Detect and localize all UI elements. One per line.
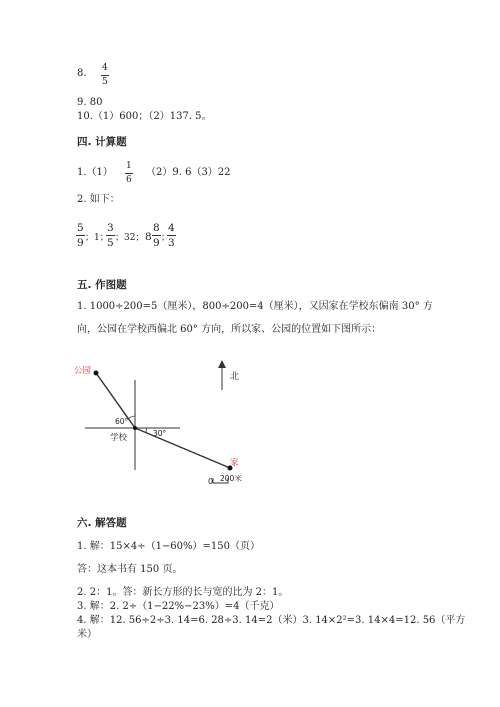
fraction-numerator: 4: [168, 222, 175, 234]
fraction-denominator: 5: [107, 237, 114, 249]
fraction-numerator: 1: [126, 161, 132, 171]
north-label: 北: [230, 372, 240, 382]
fraction-denominator: 9: [153, 237, 160, 249]
section-5-q1-line1: 1. 1000÷200=5（厘米），800÷200=4（厘米），又因家在学校东偏南 30° 方: [77, 301, 433, 312]
q2-item-separator: ；32；: [115, 233, 145, 243]
q2-item-separator: ；: [161, 233, 171, 243]
north-arrow-icon: [218, 360, 226, 368]
section-6-q1-answer: 答：这本书有 150 页。: [77, 564, 183, 575]
angle-60-label: 60°: [115, 417, 129, 426]
fraction-denominator: 9: [77, 237, 84, 249]
angle-60-arc: [128, 416, 135, 419]
scale-label: 200米: [220, 474, 242, 483]
fraction-denominator: 6: [126, 175, 132, 185]
home-label: 家: [230, 458, 239, 468]
answer-8-number: 8.: [77, 68, 87, 79]
scale-zero-label: 0: [208, 477, 214, 486]
answer-10: 10.（1）600；（2）137. 5。: [77, 111, 212, 122]
section-4-q1-suffix: （2）9. 6（3）22: [146, 167, 231, 178]
fraction-denominator: 5: [102, 77, 108, 87]
angle-30-label: 30°: [153, 429, 167, 438]
section-4-q2-label: 2. 如下：: [77, 194, 120, 205]
section-6-q3: 3. 解：2. 2÷（1−22%−23%）=4（千克）: [77, 601, 280, 612]
section-6-q2: 2. 2：1。答：新长方形的长与宽的比为 2：1。: [77, 587, 289, 598]
school-point: [133, 426, 137, 430]
fraction-numerator: 5: [77, 222, 84, 234]
fraction-numerator: 8: [153, 222, 160, 234]
section-5-q1-line2: 向，公园在学校西偏北 60° 方向，所以家、公园的位置如下图所示：: [77, 324, 382, 335]
section-5-title: 五. 作图题: [77, 279, 127, 291]
section-6-title: 六. 解答题: [77, 517, 127, 529]
section-6-q1: 1. 解：15×4÷（1−60%）=150（页）: [77, 541, 260, 552]
school-label: 学校: [110, 433, 128, 443]
section-4-q1-prefix: 1.（1）: [77, 167, 113, 178]
park-label: 公园: [74, 366, 92, 376]
park-point: [94, 371, 99, 376]
fraction-numerator: 4: [102, 63, 108, 73]
answer-9: 9. 80: [77, 97, 103, 108]
line-to-home: [135, 428, 230, 468]
section-6-q4-line1: 4. 解：12. 56÷2÷3. 14=6. 28÷3. 14=2（米）3. 14×2²=3. 14×4=12. 56（平方: [77, 615, 466, 626]
section-6-q4-line2: 米）: [77, 629, 97, 640]
fraction-denominator: 3: [168, 237, 175, 249]
q2-mixed-whole: 8: [145, 231, 152, 243]
section-4-title: 四. 计算题: [77, 136, 127, 148]
fraction-numerator: 3: [107, 222, 114, 234]
q2-item-separator: ；1；: [85, 233, 109, 243]
